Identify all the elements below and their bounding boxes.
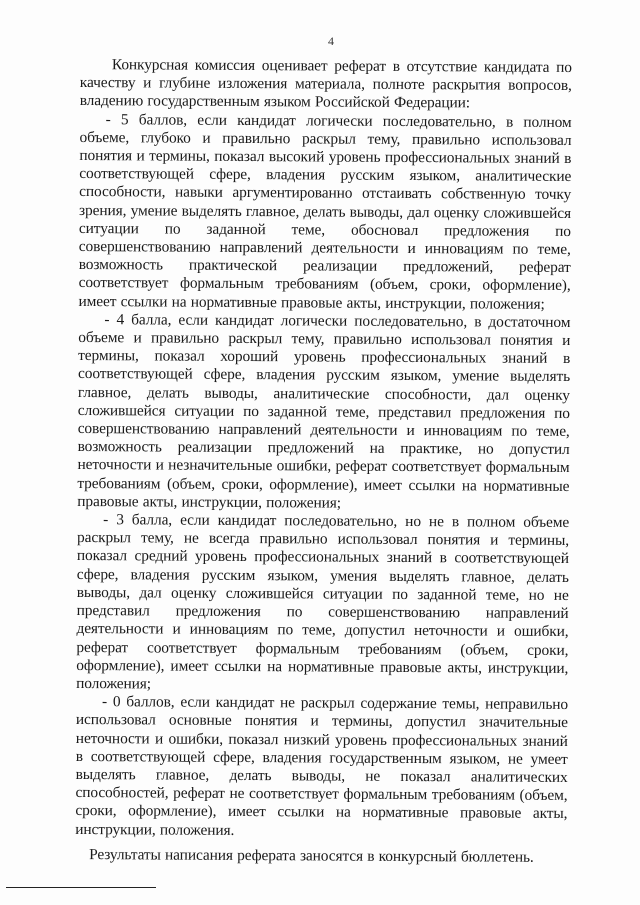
intro-paragraph: Конкурсная комиссия оценивает реферат в отсутствие кандидата по качеству и глубине изложения материала, полноте раскрытия вопросов, владению государственным языком Российской Федерации: (79, 56, 572, 112)
page-body (75, 56, 572, 867)
footnote-divider (6, 887, 156, 888)
closing-paragraph: Результаты написания реферата заносятся в конкурсный бюллетень. (89, 845, 534, 866)
criterion-4-points: - 4 балла, если кандидат логически последовательно, в достаточном объеме и правильно раскрыл тему, правильно использовал понятия и термины, показал хороший уровень профессиональных знаний в соответствующей сфере, владения русским языком, умение выделять главное, делать выводы, аналитические способности, дал оценку сложившейся ситуации по заданной теме, представил предложения по совершенствованию направлений деятельности и инновациям по теме, возможность реализации предложений на практике, но допустил неточности и незначительные ошибки, реферат соответствует формальным требованиям (объем, сроки, оформление), имеет ссылки на нормативные правовые акты, инструкции, положения; (77, 310, 571, 512)
page-number: 4 (328, 34, 334, 48)
criterion-0-points: - 0 баллов, если кандидат не раскрыл содержание темы, неправильно использовал основные понятия и термины, допустил значительные неточности и ошибки, показал низкий уровень профессиональных знаний в соответствующей сфере, владения государственным языком, не умеет выделять главное, делать выводы, не показал аналитических способностей, реферат не соответствует формальным требованиям (объем, сроки, оформление), имеет ссылки на нормативные правовые акты, инструкции, положения. (75, 693, 569, 839)
criterion-3-points: - 3 балла, если кандидат последовательно, но не в полном объеме раскрыл тему, не всегда правильно использовал понятия и термины, показал средний уровень профессиональных знаний в соответствующей сфере, владения русским языком, умения выделять главное, делать выводы, дал оценку сложившейся ситуации по заданной теме, но не представил предложения по совершенствованию направлений деятельности и инновациям по теме, допустил неточности и ошибки, реферат соответствует формальным требованиям (объем, сроки, оформление), имеет ссылки на нормативные правовые акты, инструкции, положения; (76, 511, 570, 693)
criterion-5-points: - 5 баллов, если кандидат логически последовательно, в полном объеме, глубоко и правильно раскрыл тему, правильно использовал понятия и термины, показал высокий уровень профессиональных знаний в соответствующей сфере, владения русским языком, аналитические способности, навыки аргументированно отстаивать собственную точку зрения, умение выделять главное, делать выводы, дал оценку сложившейся ситуации по заданной теме, обосновал предложения по совершенствованию направлений деятельности и инновациям по теме, возможность практической реализации предложений, реферат соответствует формальным требованиям (объем, сроки, оформление), имеет ссылки на нормативные правовые акты, инструкции, положения; (78, 110, 572, 313)
